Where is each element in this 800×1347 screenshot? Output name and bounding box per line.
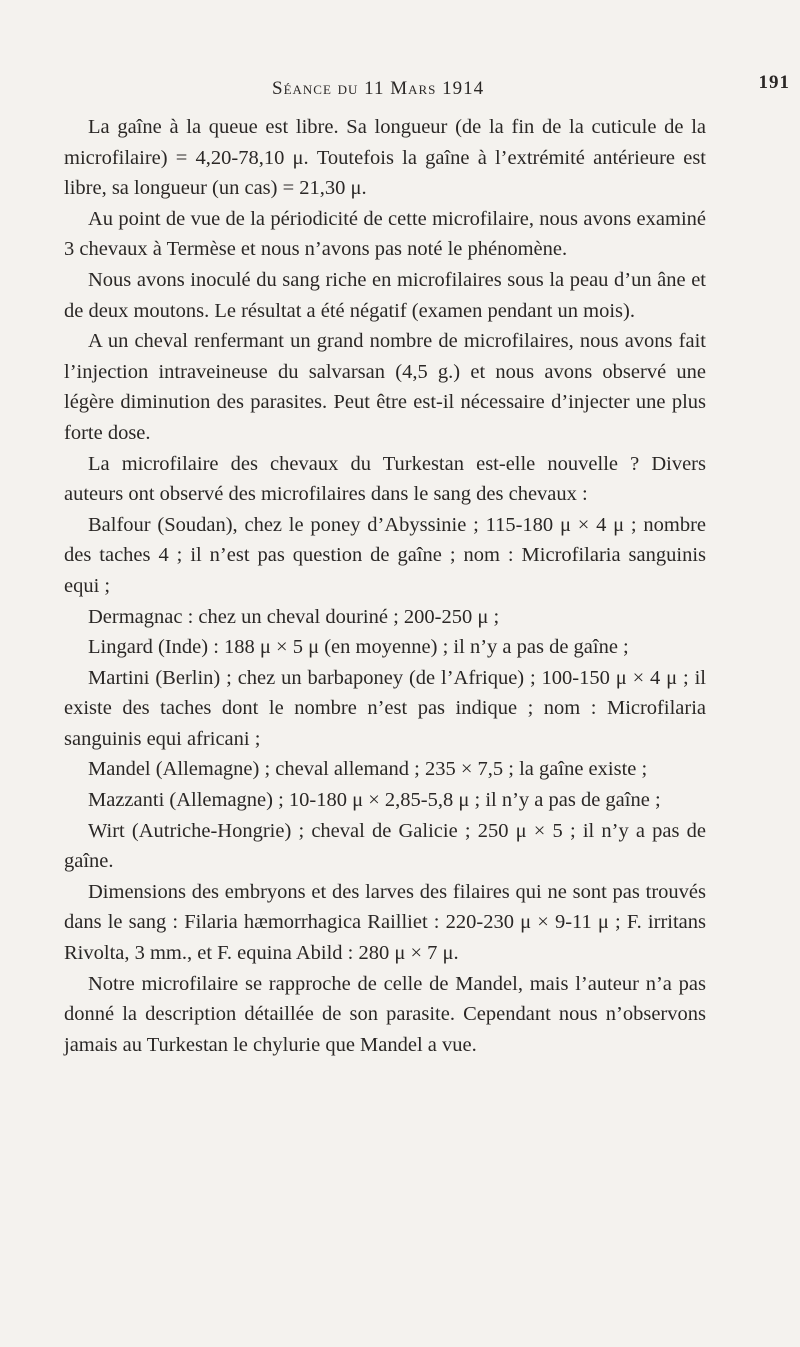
header-title: Séance du 11 Mars 1914 [272,78,485,99]
paragraph-13: Dimensions des embryons et des larves des filaires qui ne sont pas trouvés dans le sang : Filaria hæmorrhagica Railliet : 220-230 μ × 9-11 μ ; F. irritans Rivolta, 3 mm., et F. equina Abild : 280 μ × 7 μ. [64,880,706,965]
running-header [64,72,790,112]
paragraph-1: La gaîne à la queue est libre. Sa longueur (de la fin de la cuticule de la microfilaire) = 4,20-78,10 μ. Toutefois la gaîne à l’extrémité antérieure est libre, sa longueur (un cas) = 21,30 μ. [64,116,706,200]
body-text [64,112,706,1060]
page-number: 191 [758,72,790,93]
paragraph-8: Lingard (Inde) : 188 μ × 5 μ (en moyenne) ; il n’y a pas de gaîne ; [88,636,629,659]
paragraph-3: Nous avons inoculé du sang riche en microfilaires sous la peau d’un âne et de deux moutons. Le résultat a été négatif (examen pendant un mois). [64,268,706,322]
paragraph-6: Balfour (Soudan), chez le poney d’Abyssinie ; 115-180 μ × 4 μ ; nombre des taches 4 ; il n’est pas question de gaîne ; nom : Microfilaria sanguinis equi ; [64,513,706,597]
paragraph-4: A un cheval renfermant un grand nombre de microfilaires, nous avons fait l’injection intraveineuse du salvarsan (4,5 g.) et nous avons observé une légère diminution des parasites. Peut être est-il nécessaire d’injecter une plus forte dose. [64,330,706,444]
paragraph-5: La microfilaire des chevaux du Turkestan est-elle nouvelle ? Divers auteurs ont observé des microfilaires dans le sang des chevaux : [64,452,706,506]
paragraph-14: Notre microfilaire se rapproche de celle de Mandel, mais l’auteur n’a pas donné la description détaillée de son parasite. Cependant nous n’observons jamais au Turkestan le chylurie que Mandel a vue. [64,972,706,1056]
paragraph-11: Mazzanti (Allemagne) ; 10-180 μ × 2,85-5,8 μ ; il n’y a pas de gaîne ; [88,789,661,812]
paragraph-7: Dermagnac : chez un cheval douriné ; 200-250 μ ; [88,605,500,628]
paragraph-12: Wirt (Autriche-Hongrie) ; cheval de Galicie ; 250 μ × 5 ; il n’y a pas de gaîne. [64,819,706,873]
paragraph-9: Martini (Berlin) ; chez un barbaponey (de l’Afrique) ; 100-150 μ × 4 μ ; il existe des taches dont le nombre n’est pas indique ; nom : Microfilaria sanguinis equi africani ; [64,666,706,750]
paragraph-2: Au point de vue de la périodicité de cette microfilaire, nous avons examiné 3 chevaux à Termèse et nous n’avons pas noté le phénomène. [64,207,706,261]
paragraph-10: Mandel (Allemagne) ; cheval allemand ; 235 × 7,5 ; la gaîne existe ; [88,758,648,781]
